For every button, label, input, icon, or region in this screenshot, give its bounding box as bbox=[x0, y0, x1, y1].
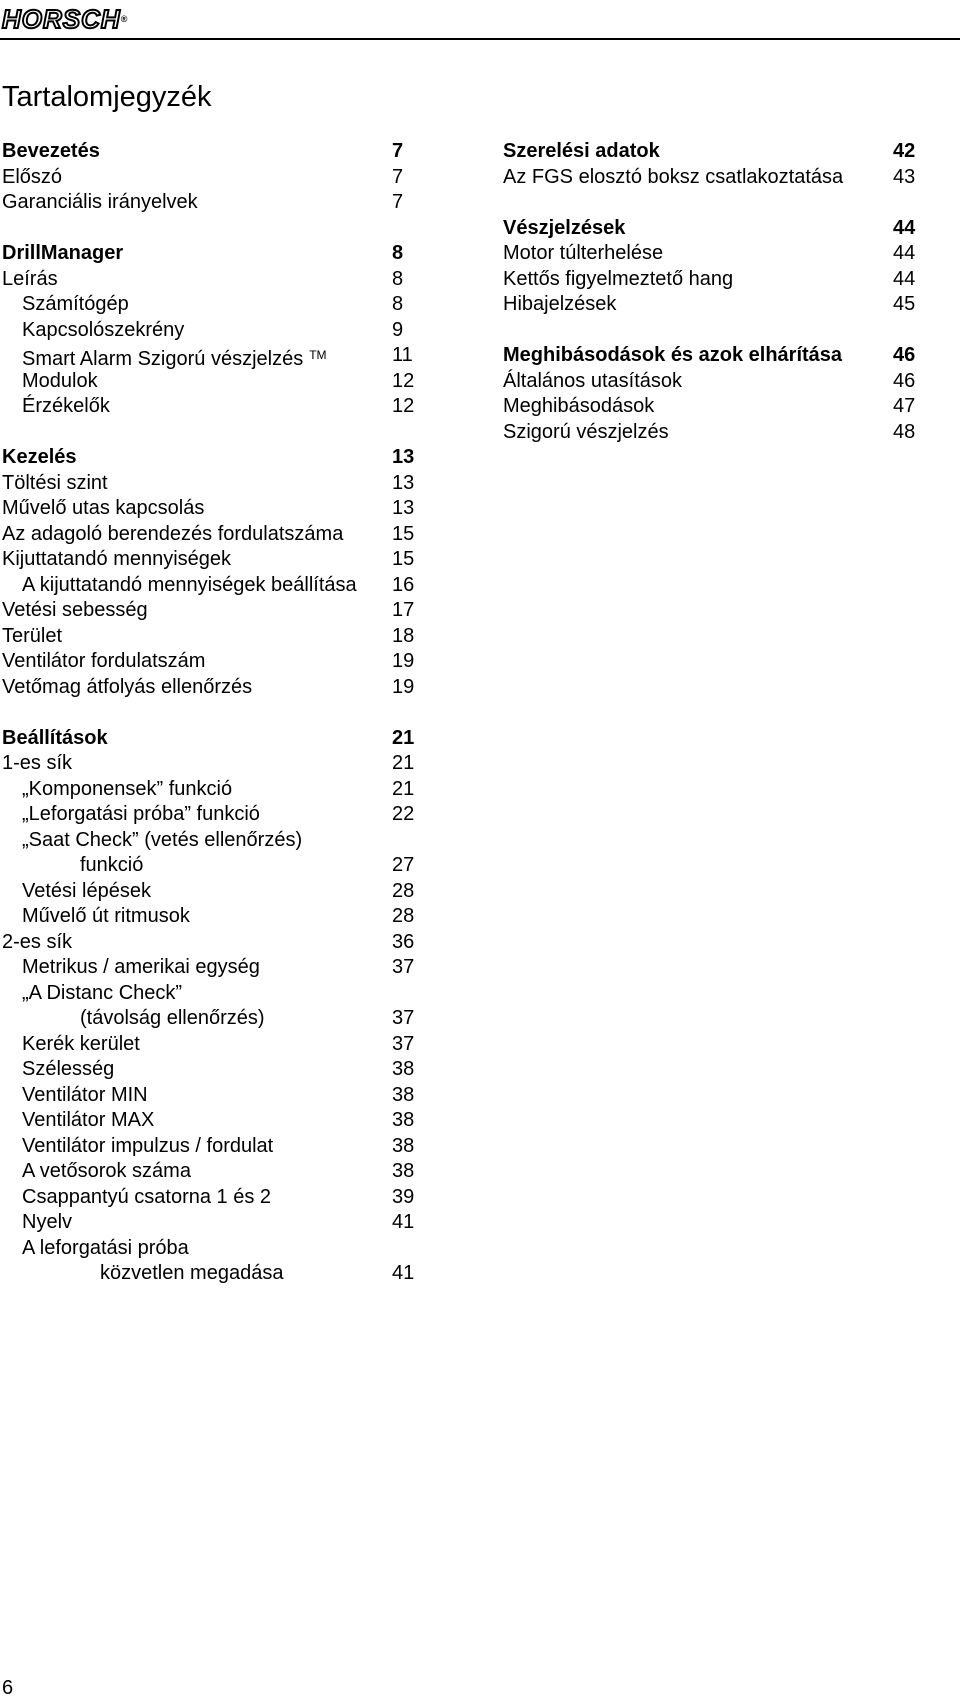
toc-entry-label: Vetőmag átfolyás ellenőrzés bbox=[2, 675, 253, 698]
toc-entry[interactable] bbox=[2, 598, 420, 624]
toc-entry-label: „Saat Check” (vetés ellenőrzés) bbox=[22, 828, 303, 851]
toc-entry-label: Beállítások bbox=[2, 726, 108, 749]
toc-entry-label: Kapcsolószekrény bbox=[22, 318, 185, 341]
toc-entry[interactable] bbox=[2, 292, 420, 318]
toc-entry-label: A kijuttatandó mennyiségek beállítása bbox=[22, 573, 357, 596]
toc-entry[interactable] bbox=[2, 904, 420, 930]
toc-section-heading[interactable] bbox=[503, 343, 921, 369]
toc-entry-label: Modulok bbox=[22, 369, 98, 392]
toc-entry-label: Kijuttatandó mennyiségek bbox=[2, 548, 232, 570]
toc-entry-page: 16 bbox=[392, 573, 415, 596]
toc-entry[interactable] bbox=[2, 573, 420, 599]
toc-entry-page: 21 bbox=[392, 752, 415, 774]
toc-entry-label: Érzékelők bbox=[22, 395, 110, 417]
toc-entry-page: 7 bbox=[392, 191, 404, 213]
toc-entry-label: (távolság ellenőrzés) bbox=[80, 1007, 265, 1029]
toc-entry[interactable] bbox=[2, 879, 420, 905]
toc-entry[interactable] bbox=[2, 267, 420, 293]
toc-entry[interactable] bbox=[2, 930, 420, 956]
toc-entry-page: 7 bbox=[392, 140, 404, 162]
toc-entry-label: Meghibásodások bbox=[503, 395, 655, 417]
toc-entry[interactable] bbox=[2, 1083, 420, 1109]
toc-entry-label: Leírás bbox=[2, 267, 58, 290]
toc-entry-page: 12 bbox=[392, 369, 415, 392]
horsch-logo: HORSCH® bbox=[2, 4, 128, 34]
toc-entry-label: Ventilátor fordulatszám bbox=[2, 650, 206, 672]
toc-right-column bbox=[503, 139, 921, 445]
toc-entry-label: A vetősorok száma bbox=[22, 1160, 191, 1182]
toc-entry-label: Nyelv bbox=[22, 1211, 73, 1233]
toc-entry-page: 27 bbox=[392, 854, 415, 876]
toc-entry-page: 39 bbox=[392, 1185, 415, 1208]
toc-entry-label: „A Distanc Check” bbox=[22, 981, 183, 1004]
toc-entry-label: közvetlen megadása bbox=[100, 1262, 284, 1284]
toc-entry-label: 2-es sík bbox=[2, 930, 73, 953]
toc-entry-page: 19 bbox=[392, 675, 415, 698]
toc-entry[interactable] bbox=[2, 649, 420, 675]
toc-entry[interactable] bbox=[2, 981, 420, 1007]
toc-entry[interactable] bbox=[2, 624, 420, 650]
toc-entry-page: 37 bbox=[392, 1032, 415, 1055]
toc-entry[interactable] bbox=[2, 675, 420, 701]
toc-entry[interactable] bbox=[2, 1108, 420, 1134]
toc-entry-page: 21 bbox=[392, 726, 415, 749]
toc-entry-page: 11 bbox=[392, 344, 413, 366]
toc-entry-label: Smart Alarm Szigorú vészjelzés ™ bbox=[22, 348, 327, 370]
toc-entry[interactable] bbox=[2, 471, 420, 497]
toc-entry-label: Motor túlterhelése bbox=[503, 242, 664, 264]
toc-entry[interactable] bbox=[503, 267, 921, 293]
toc-section-heading[interactable] bbox=[2, 726, 420, 752]
toc-entry[interactable] bbox=[2, 828, 420, 854]
toc-entry-page: 37 bbox=[392, 1007, 415, 1029]
toc-entry-label: Kezelés bbox=[2, 446, 77, 468]
toc-entry-page: 21 bbox=[392, 777, 415, 800]
toc-gap bbox=[2, 700, 420, 726]
toc-entry[interactable] bbox=[2, 1159, 420, 1185]
toc-entry[interactable] bbox=[2, 802, 420, 828]
toc-entry-label: Az adagoló berendezés fordulatszáma bbox=[2, 522, 344, 545]
toc-entry-label: Általános utasítások bbox=[503, 369, 682, 392]
toc-entry[interactable] bbox=[503, 165, 921, 191]
toc-section-heading[interactable] bbox=[503, 216, 921, 242]
toc-entry[interactable] bbox=[503, 420, 921, 446]
toc-entry[interactable] bbox=[2, 955, 420, 981]
toc-entry-page: 28 bbox=[392, 905, 415, 927]
toc-entry-label: „Komponensek” funkció bbox=[22, 777, 233, 800]
toc-left-column bbox=[2, 139, 420, 1287]
toc-entry-page: 19 bbox=[392, 650, 415, 672]
toc-entry-label: „Leforgatási próba” funkció bbox=[22, 803, 260, 825]
toc-entry-page: 38 bbox=[392, 1134, 415, 1157]
toc-entry[interactable] bbox=[503, 394, 921, 420]
toc-entry[interactable] bbox=[2, 394, 420, 420]
toc-entry-page: 13 bbox=[392, 446, 415, 468]
toc-entry[interactable] bbox=[2, 165, 420, 191]
toc-entry-label: Szerelési adatok bbox=[503, 140, 660, 162]
toc-entry-label: Meghibásodások és azok elhárítása bbox=[503, 344, 843, 366]
toc-entry-label: Bevezetés bbox=[2, 140, 100, 162]
toc-entry[interactable] bbox=[2, 343, 420, 369]
toc-entry-label: Előszó bbox=[2, 165, 63, 188]
toc-entry-label: Kettős figyelmeztető hang bbox=[503, 267, 734, 290]
toc-entry-page: 12 bbox=[392, 395, 415, 417]
toc-entry-label: Csappantyú csatorna 1 és 2 bbox=[22, 1185, 272, 1208]
toc-entry-page: 46 bbox=[893, 344, 916, 366]
toc-entry-label: Ventilátor MAX bbox=[22, 1109, 155, 1131]
toc-entry[interactable] bbox=[2, 1185, 420, 1211]
toc-entry[interactable] bbox=[2, 1032, 420, 1058]
toc-entry[interactable] bbox=[2, 1057, 420, 1083]
toc-entry[interactable] bbox=[2, 1210, 420, 1236]
toc-entry-page: 18 bbox=[392, 624, 415, 647]
toc-section-heading[interactable] bbox=[2, 241, 420, 267]
toc-entry-page: 44 bbox=[893, 242, 916, 264]
toc-entry-label: Vészjelzések bbox=[503, 216, 626, 239]
page-title: Tartalomjegyzék bbox=[2, 81, 212, 113]
toc-entry-label: Ventilátor MIN bbox=[22, 1083, 148, 1106]
toc-section-heading[interactable] bbox=[2, 139, 420, 165]
toc-entry-label: Garanciális irányelvek bbox=[2, 191, 198, 213]
toc-entry-page: 42 bbox=[893, 140, 916, 162]
toc-entry-page: 9 bbox=[392, 318, 404, 341]
toc-entry-label: Ventilátor impulzus / fordulat bbox=[22, 1134, 274, 1157]
toc-section-heading[interactable] bbox=[503, 139, 921, 165]
toc-entry-label: Művelő út ritmusok bbox=[22, 905, 190, 927]
toc-entry[interactable] bbox=[2, 1006, 420, 1032]
page-number: 6 bbox=[2, 1677, 14, 1699]
toc-entry[interactable] bbox=[2, 496, 420, 522]
toc-entry-label: Terület bbox=[2, 624, 63, 647]
toc-entry-page: 36 bbox=[392, 930, 415, 953]
toc-entry-page: 8 bbox=[392, 293, 404, 315]
toc-entry[interactable] bbox=[2, 1236, 420, 1262]
toc-entry-page: 13 bbox=[392, 497, 415, 519]
toc-entry-page: 13 bbox=[392, 471, 415, 494]
toc-entry[interactable] bbox=[2, 1134, 420, 1160]
toc-entry-page: 8 bbox=[392, 242, 404, 264]
toc-gap bbox=[503, 318, 921, 344]
toc-entry-page: 38 bbox=[392, 1083, 415, 1106]
header-rule bbox=[0, 38, 960, 40]
toc-entry-label: Metrikus / amerikai egység bbox=[22, 956, 260, 978]
toc-section-heading[interactable] bbox=[2, 445, 420, 471]
toc-gap bbox=[503, 190, 921, 216]
toc-entry-page: 37 bbox=[392, 956, 415, 978]
toc-entry[interactable] bbox=[2, 1261, 420, 1287]
toc-entry-label: Szigorú vészjelzés bbox=[503, 420, 669, 443]
toc-entry-page: 45 bbox=[893, 293, 916, 315]
toc-entry[interactable] bbox=[2, 777, 420, 803]
toc-entry-page: 44 bbox=[893, 216, 916, 239]
toc-entry-page: 38 bbox=[392, 1109, 415, 1131]
toc-entry[interactable] bbox=[2, 369, 420, 395]
toc-entry-page: 47 bbox=[893, 395, 916, 417]
toc-entry[interactable] bbox=[2, 547, 420, 573]
toc-entry[interactable] bbox=[2, 190, 420, 216]
toc-entry-label: funkció bbox=[80, 854, 144, 876]
toc-entry-label: A leforgatási próba bbox=[22, 1236, 189, 1259]
toc-entry[interactable] bbox=[2, 522, 420, 548]
toc-entry-page: 44 bbox=[893, 267, 916, 290]
toc-entry-label: Vetési lépések bbox=[22, 879, 151, 902]
toc-entry-page: 38 bbox=[392, 1160, 415, 1182]
toc-entry[interactable] bbox=[503, 369, 921, 395]
toc-entry-page: 28 bbox=[392, 879, 415, 902]
toc-entry-page: 41 bbox=[392, 1262, 415, 1284]
toc-entry-page: 17 bbox=[392, 599, 415, 621]
toc-entry-page: 46 bbox=[893, 369, 916, 392]
toc-entry-label: Szélesség bbox=[22, 1058, 115, 1080]
toc-entry-label: Számítógép bbox=[22, 293, 129, 315]
toc-entry-page: 41 bbox=[392, 1211, 415, 1233]
toc-entry-label: Kerék kerület bbox=[22, 1032, 140, 1055]
toc-entry-label: Vetési sebesség bbox=[2, 599, 148, 621]
toc-entry-page: 22 bbox=[392, 803, 415, 825]
toc-entry-page: 7 bbox=[392, 165, 404, 188]
toc-entry-label: Hibajelzések bbox=[503, 293, 617, 315]
toc-entry-label: 1-es sík bbox=[2, 752, 73, 774]
trademark-mark: TM bbox=[309, 348, 327, 362]
toc-entry-label: Művelő utas kapcsolás bbox=[2, 497, 205, 519]
toc-entry-page: 15 bbox=[392, 522, 415, 545]
toc-entry-page: 15 bbox=[392, 548, 415, 570]
toc-entry-label: DrillManager bbox=[2, 242, 124, 264]
toc-entry-page: 8 bbox=[392, 267, 404, 290]
toc-entry[interactable] bbox=[503, 292, 921, 318]
toc-gap bbox=[2, 420, 420, 446]
toc-entry-label: Töltési szint bbox=[2, 471, 108, 494]
toc-entry-label: Az FGS elosztó boksz csatlakoztatása bbox=[503, 165, 844, 188]
toc-entry[interactable] bbox=[503, 241, 921, 267]
toc-gap bbox=[2, 216, 420, 242]
toc-entry-page: 48 bbox=[893, 420, 916, 443]
toc-entry[interactable] bbox=[2, 751, 420, 777]
toc-entry[interactable] bbox=[2, 853, 420, 879]
toc-entry-page: 43 bbox=[893, 165, 916, 188]
toc-entry-page: 38 bbox=[392, 1058, 415, 1080]
toc-entry[interactable] bbox=[2, 318, 420, 344]
